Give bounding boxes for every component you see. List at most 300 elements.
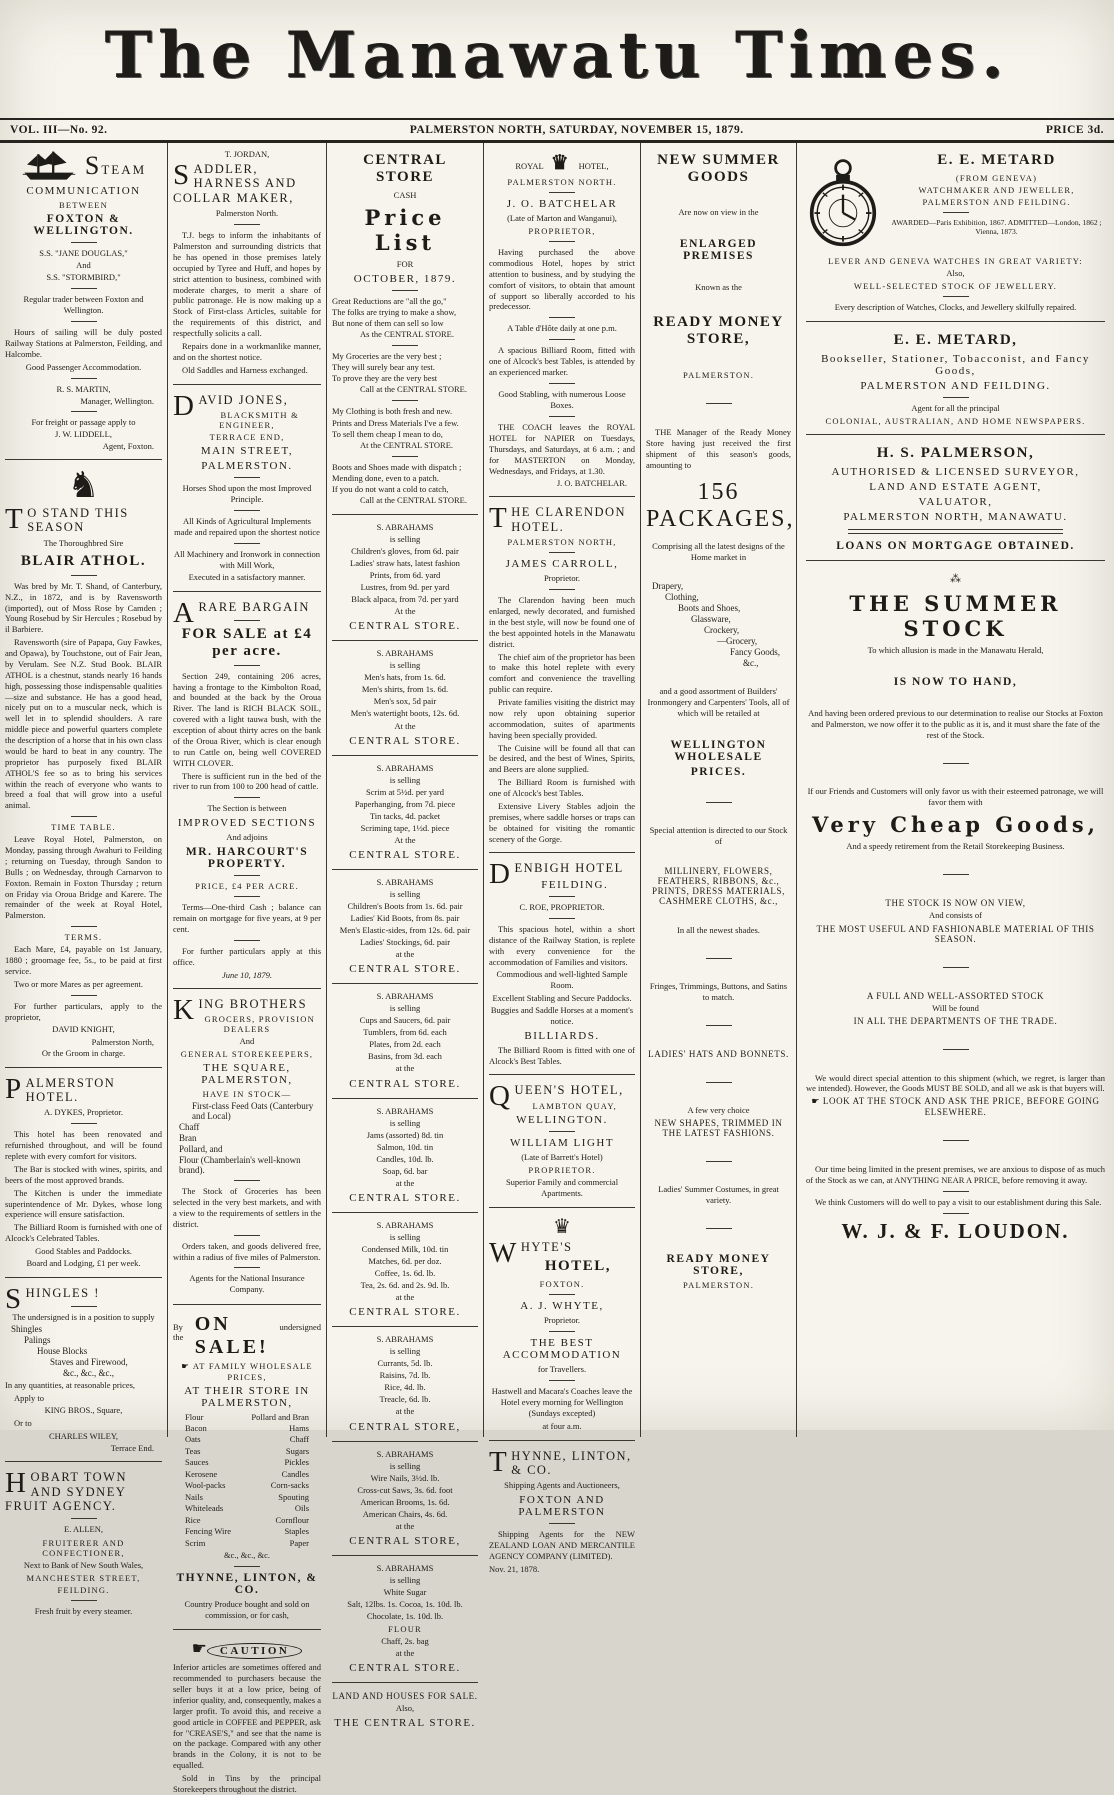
ad-heading [489, 150, 635, 175]
text-line: THE COACH leaves the ROYAL HOTEL for NAPIER on Tuesdays, Thursdays, and Saturdays, at 6 a.m. ; and for MASTERTON on Monday, Wednesdays, and Fridays, at 1.30. [489, 422, 635, 476]
goods-pair [173, 1446, 321, 1457]
text-line: THE SQUARE, PALMERSTON, [201, 1062, 293, 1087]
text-line: Call at the CENTRAL STORE. [360, 384, 467, 395]
text-line: Or the Groom in charge. [41, 1047, 126, 1058]
text-line: PALMERSTON AND FEILDING. [922, 197, 1071, 207]
text-line: J. W. LIDDELL, [55, 429, 112, 439]
divider-rule [234, 940, 260, 941]
text-line: Price List [364, 205, 446, 256]
spacer [646, 1234, 791, 1250]
text-line: S. ABRAHAMS [376, 1334, 434, 1345]
text-line: And [76, 260, 91, 271]
text-line: Condensed Milk, 10d. tin [361, 1243, 449, 1254]
ad-ready-money-store [646, 152, 795, 1291]
divider-rule [549, 192, 575, 193]
text-line: Our time being limited in the present premises, we are anxious to dispose of as much of the Stock as we can, at ANYTHING NEAR A PRICE, before removing it away. [806, 1164, 1105, 1186]
text-line: KING BROS., Square, [44, 1405, 123, 1416]
text-line: FOXTON AND PALMERSTON [518, 1494, 606, 1519]
text-line: Men's Elastic-sides, from 12s. 6d. pair [339, 925, 471, 936]
text-line: To sell them cheap I mean to do, [332, 428, 443, 439]
text-line: H. S. PALMERSON, [876, 445, 1035, 462]
text-line: SHINGLES ! [5, 1283, 100, 1316]
text-line: FEILDING. [541, 878, 609, 891]
text-line: PRICE, £4 PER ACRE. [195, 881, 299, 892]
text-line: is selling [389, 1117, 421, 1128]
goods-item: Sauces [185, 1457, 209, 1468]
goods-item: Sugars [285, 1445, 309, 1456]
text-line: Sold in Tins by the principal Storekeepers throughout the district. [173, 1773, 321, 1794]
text-line: LAMBTON QUAY, [532, 1100, 617, 1111]
text-line: THE BEST ACCOMMODATION [502, 1337, 622, 1362]
list-item: —Grocery, [717, 635, 758, 646]
text-line: MR. HARCOURT'S PROPERTY. [185, 846, 309, 871]
text-line: T. JORDAN, [224, 149, 270, 159]
list-item: Staves and Firewood, [50, 1356, 128, 1367]
text-line: at four a.m. [542, 1420, 582, 1431]
text-line: CENTRAL STORE. [349, 848, 461, 861]
column-1 [0, 143, 168, 1616]
ad-abrahams-scrim [332, 755, 478, 861]
divider-rule [392, 400, 418, 401]
text-line: PROPRIETOR, [528, 226, 596, 237]
list-item: Crockery, [704, 624, 740, 635]
goods-pair [173, 1492, 321, 1503]
text-line: S.S. "STORMBIRD," [46, 272, 121, 283]
spacer [646, 382, 791, 398]
heading-text: HOTEL, [578, 161, 609, 171]
text-line: Chocolate, 1s. 10d. lb. [366, 1611, 444, 1622]
ad-abrahams-jams [332, 1098, 478, 1204]
text-line: ENLARGED PREMISES [679, 238, 758, 263]
text-line: Great Reductions are "all the go," [332, 296, 447, 307]
spacer [806, 742, 1105, 758]
text-line: Fringes, Trimmings, Buttons, and Satins to match. [649, 980, 788, 1003]
text-line: Was bred by Mr. T. Shand, of Canterbury, N.Z., in 1872, and is by Ravensworth (imported), out of Moss Rose by Camden ; Young Rosebud by Sir Hercules ; Rosebud by il Barbiere. [5, 580, 162, 635]
text-line: Fresh fruit by every steamer. [34, 1605, 133, 1616]
text-line: (Late of Barrett's Hotel) [521, 1151, 603, 1162]
text-line: Ladies' Stockings, 6d. pair [359, 937, 451, 948]
heading-text: STEAM [84, 151, 147, 180]
text-line: Palmerston North, [91, 1036, 154, 1047]
text-line: Executed in a satisfactory manner. [188, 572, 306, 583]
text-line: IS NOW TO HAND, [893, 676, 1018, 689]
text-line: NEW SHAPES, TRIMMED IN THE LATEST FASHIONS. [654, 1118, 783, 1139]
text-line: is selling [389, 1460, 421, 1471]
text-line: FOXTON. [539, 1279, 585, 1290]
text-line: PALMERSTON NORTH, MANAWATU. [843, 511, 1068, 524]
text-line: ☛ LOOK AT THE STOCK AND ASK THE PRICE, BEFORE GOING ELSEWHERE. [811, 1096, 1100, 1118]
spacer [646, 720, 791, 736]
text-line: Ladies' Summer Costumes, in great variety. [658, 1184, 779, 1206]
column-3 [327, 143, 484, 1730]
spacer [646, 1167, 791, 1183]
goods-item: Rice [185, 1514, 201, 1525]
ad-blair-athol [5, 459, 162, 1059]
text-line: and a good assortment of Builders' Ironmongery and Carpenters' Tools, all of which will be retailed at [647, 685, 790, 718]
divider-rule [234, 543, 260, 544]
heading-text: ♛ [550, 152, 572, 174]
text-line: IN ALL THE DEPARTMENTS OF THE TRADE. [853, 1015, 1058, 1026]
text-line: Private families visiting the district may now rely upon obtaining superior accommodation, suites of apartments having been specially provided. [489, 697, 635, 740]
goods-item: Pickles [284, 1457, 309, 1468]
text-line: Hastwell and Macara's Coaches leave the Hotel every morning for Wellington (Sundays excepted) [491, 1386, 633, 1419]
divider-rule [234, 620, 260, 621]
text-line: Basins, from 3d. each [368, 1051, 442, 1062]
text-line: S. ABRAHAMS [376, 1448, 434, 1459]
ad-hobart-fruit-agency [5, 1461, 162, 1616]
text-line: At the [394, 606, 416, 617]
text-line: S.S. "JANE DOUGLAS," [39, 248, 128, 258]
divider-rule [706, 403, 732, 404]
text-line: Palmerston North. [215, 208, 279, 219]
text-line: AT THEIR STORE IN PALMERSTON, [184, 1384, 310, 1409]
divider-rule [71, 575, 97, 576]
text-line: In all the newest shades. [677, 924, 760, 935]
spacer [646, 669, 791, 685]
text-line: TO STAND THIS SEASON [5, 503, 129, 536]
spacer [646, 1140, 791, 1156]
text-line: at the [395, 949, 415, 960]
text-line: Known as the [695, 282, 742, 293]
divider-rule [392, 290, 418, 291]
ad-shingles [5, 1277, 162, 1453]
text-line: THYNNE, LINTON, & CO. [176, 1572, 318, 1597]
divider-rule [943, 1140, 969, 1141]
goods-pair [173, 1412, 321, 1423]
text-line: Cross-cut Saws, 3s. 6d. foot [357, 1484, 453, 1495]
text-line: SADDLER, HARNESS AND COLLAR MAKER, [173, 159, 297, 205]
list-item: First-class Feed Oats (Canterbury and Local) [192, 1101, 314, 1122]
divider-rule [549, 896, 575, 897]
text-line: PALMERSTON. [682, 1280, 755, 1291]
divider-rule [549, 416, 575, 417]
text-line: E. E. METARD, [893, 332, 1018, 349]
text-line: BLAIR ATHOL. [20, 552, 147, 569]
text-line: S. ABRAHAMS [376, 1562, 434, 1573]
text-line: R. S. MARTIN, [56, 383, 111, 394]
spacer [806, 691, 1105, 707]
divider-rule [234, 510, 260, 511]
goods-item: Wool-packs [185, 1480, 226, 1491]
ad-queens-hotel [489, 1074, 635, 1199]
text-line: Wire Nails, 3½d. lb. [370, 1472, 440, 1483]
text-line: &c., &c., &c. [223, 1550, 271, 1561]
text-line: Very Cheap Goods, [811, 812, 1099, 838]
divider-rule [549, 1380, 575, 1381]
text-line: PALMERSTON. [201, 459, 293, 472]
text-line: READY MONEY STORE, [666, 1253, 771, 1278]
text-line: TERRACE END, [209, 431, 285, 442]
divider-rule [706, 958, 732, 959]
text-line: Prints and Dress Materials I've a few. [332, 417, 459, 428]
text-line: A spacious Billiard Room, fitted with one of Alcock's best Tables, is attended by an experienced marker. [489, 345, 635, 378]
text-line: CENTRAL STORE. [349, 620, 461, 633]
text-line: Section 249, containing 206 acres, having a frontage to the Kimbolton Road, and bounded at the back by the Oroua River. The land is RICH BLACK SOIL, covered with a light tauwa bush, with the exception of about thirty acres on the bank of the Oroua River, which is clear enough to run Cattle on, being well COVERED WITH CLOVER. [173, 670, 321, 768]
text-line: Each Mare, £4, payable on 1st January, 1880 ; groomage fee, 5s., to be paid at first service. [5, 944, 162, 976]
ad-metard-bookseller [806, 321, 1105, 426]
text-line: DAVID JONES, [173, 389, 289, 422]
text-line: American Brooms, 1s. 6d. [360, 1496, 450, 1507]
text-line: PALMERSTON NORTH, [507, 537, 617, 548]
text-line: All Machinery and Ironwork in connection with Mill Work, [173, 549, 321, 571]
text-line: Children's gloves, from 6d. pair [351, 545, 459, 556]
spacer [646, 564, 791, 580]
text-line: Board and Lodging, £1 per week. [26, 1258, 141, 1269]
text-line: Lustres, from 9d. per yard [360, 582, 450, 593]
text-line: Orders taken, and goods delivered free, within a radius of five miles of Palmerston. [173, 1240, 321, 1262]
heading-text: ROYAL [515, 161, 544, 171]
text-line: June 10, 1879. [221, 969, 273, 980]
text-line: S. ABRAHAMS [376, 762, 434, 773]
ad-abrahams-menswear [332, 640, 478, 746]
text-line: THE CLARENDON HOTEL. [489, 502, 627, 535]
goods-item: Staples [284, 1526, 309, 1537]
divider-rule [943, 1213, 969, 1214]
heading-text: By the [173, 1321, 184, 1342]
text-line: AWARDED—Paris Exhibition, 1867. ADMITTED—London, 1862 ; Vienna, 1873. [891, 218, 1102, 236]
text-line: Superior Family and commercial Apartments. [505, 1176, 619, 1198]
text-line: PALMERSTON HOTEL. [5, 1072, 116, 1105]
text-line: At the [394, 834, 416, 845]
text-line: COLONIAL, AUSTRALIAN, AND HOME NEWSPAPERS. [825, 416, 1086, 427]
divider-rule [392, 345, 418, 346]
divider-rule [71, 378, 97, 379]
spacer [806, 1028, 1105, 1044]
ad-metard-watchmaker [806, 152, 1105, 313]
text-line: CENTRAL STORE, [349, 1534, 461, 1547]
ad-abrahams-sugar [332, 1555, 478, 1674]
divider-rule [71, 288, 97, 289]
text-line: is selling [389, 1003, 421, 1014]
divider-rule [549, 383, 575, 384]
text-line: CENTRAL STORE. [349, 1191, 461, 1204]
text-line: Soap, 6d. bar [382, 1165, 428, 1176]
text-line: CENTRAL STORE. [349, 734, 461, 747]
text-line: S. ABRAHAMS [376, 1219, 434, 1230]
spacer [646, 1061, 791, 1077]
divider-rule [71, 1600, 97, 1601]
text-line: CASH [393, 190, 417, 200]
goods-item: Nails [185, 1491, 203, 1502]
goods-item: Fencing Wire [185, 1526, 232, 1537]
spacer [806, 1146, 1105, 1162]
ad-abrahams-crockery [332, 983, 478, 1089]
text-line: PALMERSTON AND FEILDING. [860, 380, 1051, 393]
text-line: CENTRAL STORE [363, 152, 447, 185]
divider-rule [943, 1049, 969, 1050]
text-line: PROPRIETOR. [528, 1164, 596, 1175]
goods-pair [173, 1515, 321, 1526]
text-line: is selling [389, 533, 421, 544]
text-line: The folks are trying to make a show, [332, 307, 457, 318]
volume-number: VOL. III—No. 92. [10, 124, 108, 136]
ad-heading [173, 1313, 321, 1359]
text-line: THE CENTRAL STORE. [334, 1717, 476, 1730]
text-line: is selling [389, 1346, 421, 1357]
text-line: If our Friends and Customers will only favor us with their esteemed patronage, we will favor them with [807, 786, 1104, 808]
divider-rule [549, 1331, 575, 1332]
spacer [646, 964, 791, 980]
text-line: Paperhanging, from 7d. piece [354, 798, 456, 809]
text-line: And a speedy retirement from the Retail Storekeeping Business. [846, 841, 1065, 852]
goods-item: Bacon [185, 1423, 207, 1433]
goods-item: Cornflour [275, 1514, 309, 1525]
text-line: Agent for all the principal [911, 403, 1000, 414]
text-line: OCTOBER, 1879. [353, 273, 457, 286]
divider-rule [706, 802, 732, 803]
text-line: Coffee, 1s. 6d. lb. [374, 1268, 436, 1279]
goods-item: Corn-sacks [270, 1480, 309, 1491]
spacer [646, 409, 791, 425]
divider-rule [234, 224, 260, 225]
text-line: Cups and Saucers, 6d. pair [359, 1015, 451, 1026]
text-line: Good Stables and Paddocks. [35, 1246, 132, 1257]
text-line: WELLINGTON WHOLESALE [670, 738, 767, 763]
ad-palmerson-surveyor [806, 434, 1105, 552]
text-line: PALMERSTON. [682, 370, 755, 381]
text-line: FRUITERER AND CONFECTIONER, [42, 1537, 125, 1558]
text-line: There is sufficient run in the bed of the river to run from 100 to 200 head of cattle. [173, 770, 321, 792]
text-line: LEVER AND GENEVA WATCHES IN GREAT VARIETY: [828, 256, 1083, 266]
spacer [806, 769, 1105, 785]
goods-item: Pollard and Bran [251, 1411, 309, 1422]
column-5 [641, 143, 797, 1437]
text-line: Ravensworth (sire of Papapa, Guy Fawkes, and Opawa), by Touchstone, out of Fair Jean, by Verulam. See N.Z. Stud Book. BLAIR ATHOL is a chestnut, stands nearly 16 hands high, possessing those indispensable qualities—size and substance. He has a good head, nicely put on to a muscular neck, which is well let in to splendid shoulders. A rare middle piece and powerful quarters complete the description of a horse that in his own class would be hard to beat in any country. The proprietor has purposely fixed BLAIR ATHOL'S fee so as to bring his services within the reach of everyone who wants to breed a foal that will grow into a useful animal. [5, 637, 162, 811]
icon-row [5, 465, 162, 507]
text-line: A. DYKES, Proprietor. [43, 1107, 124, 1118]
spacer [646, 190, 791, 206]
list-item: Pollard, and [179, 1144, 223, 1155]
text-line: Inferior articles are sometimes offered and recommended to purchasers because the seller buys it at a low price, being of inferior quality, and, consequently, makes a larger profit. To avoid this, and receive a good article in COFFEE and PEPPER, ask for "CREASE'S," and see that the name is on the package. Compared with any other brands in the Colony, it is not to be equalled. [173, 1662, 321, 1771]
text-line: Ladies' Kid Boots, from 8s. pair [350, 913, 460, 924]
text-line: Country Produce bought and sold on commission, or for cash, [184, 1599, 310, 1621]
ad-thynne-linton-on-sale [173, 1304, 321, 1622]
text-line: Salt, 12lbs. 1s. Cocoa, 1s. 10d. lb. [347, 1598, 463, 1609]
text-line: Ladies' straw hats, latest fashion [350, 557, 460, 568]
ad-royal-hotel [489, 150, 635, 488]
text-line: Regular trader between Foxton and Wellington. [23, 294, 144, 316]
text-line: THE Manager of the Ready Money Store having just received the first shipment of this season's goods, amounting to [646, 427, 791, 470]
goods-pair [173, 1480, 321, 1491]
text-line: Plates, from 2d. each [369, 1039, 441, 1050]
text-line: For further particulars, apply to the proprietor, [5, 1000, 162, 1022]
text-line: E. E. METARD [937, 152, 1056, 168]
text-line: MAIN STREET, [200, 444, 294, 457]
text-line: Terrace End. [110, 1443, 154, 1454]
ad-clarendon-hotel [489, 496, 635, 844]
text-line: FOXTON & WELLINGTON. [33, 213, 134, 237]
text-line: ARARE BARGAIN [173, 597, 310, 630]
heading-text: undersigned [279, 1321, 321, 1332]
text-line: The Clarendon having been much enlarged, newly decorated, and furnished in the best style, will now be found one of the best appointed hotels in the Manawatu district. [489, 595, 635, 649]
text-line: CENTRAL STORE. [349, 1306, 461, 1319]
text-line: CENTRAL STORE, [349, 1420, 461, 1433]
goods-pair [173, 1423, 321, 1434]
flourish-icon: ⁂ [950, 572, 961, 586]
text-line: (Late of Marton and Wanganui), [507, 213, 617, 223]
text-line: at the [395, 1520, 415, 1531]
goods-item: Candles [281, 1468, 309, 1479]
text-line: PRICES. [690, 765, 747, 778]
divider-rule [943, 763, 969, 764]
text-line: Old Saddles and Harness exchanged. [182, 364, 308, 375]
text-line: Shipping Agents and Auctioneers, [504, 1480, 620, 1491]
divider-rule [234, 1267, 260, 1268]
divider-rule [943, 874, 969, 875]
goods-item: Whiteleads [185, 1503, 224, 1514]
text-line: If you do not want a cold to catch, [332, 483, 449, 494]
spacer [806, 1055, 1105, 1071]
list-item: Flour (Chamberlain's well-known brand). [179, 1155, 301, 1176]
text-line: WATCHMAKER AND JEWELLER, [918, 185, 1075, 195]
text-line: The Bar is stocked with wines, spirits, and beers of the most approved brands. [5, 1163, 162, 1185]
goods-item: Paper [289, 1537, 309, 1548]
text-line: READY MONEY STORE, [653, 314, 784, 348]
spacer [646, 808, 791, 824]
heading-text: ON SALE! [194, 1312, 269, 1358]
text-line: The Section is between [207, 803, 287, 814]
ad-king-brothers-grocers [173, 988, 321, 1296]
text-line: And having been ordered previous to our determination to realise our Stocks at Foxton and Palmerston, we now offer it to the public as it is, and it must share the fate of the rest of the Stock. [808, 708, 1103, 741]
divider-rule [71, 1518, 97, 1519]
text-line: GROCERS, PROVISION DEALERS [204, 1014, 315, 1035]
text-line: S. ABRAHAMS [376, 1105, 434, 1116]
text-line: Comprising all the latest designs of the Home market in [652, 540, 785, 562]
divider-rule [706, 1082, 732, 1083]
ad-whytes-hotel [489, 1207, 635, 1432]
text-line: COMMUNICATION [26, 185, 141, 197]
caution-label: CAUTION [207, 1643, 302, 1659]
divider-rule [71, 411, 97, 412]
column-6 [797, 143, 1114, 1437]
text-line: THE STOCK IS NOW ON VIEW, [885, 898, 1026, 909]
text-line: 156 PACKAGES, [646, 478, 795, 532]
dateline-bar [0, 118, 1114, 143]
list-item: Clothing, [665, 591, 699, 602]
divider-rule [234, 896, 260, 897]
crest-icon: ♛ [553, 1213, 571, 1238]
list-item: Chaff [179, 1122, 200, 1133]
ad-rare-bargain-land [173, 591, 321, 979]
text-line: is selling [389, 1574, 421, 1585]
masthead [0, 0, 1114, 118]
ad-denbigh-hotel [489, 852, 635, 1066]
goods-pair [173, 1457, 321, 1468]
text-line: at the [395, 1292, 415, 1303]
text-line: THE SUMMER STOCK [849, 591, 1062, 642]
text-line: Terms—One-third Cash ; balance can remain on mortgage for five years, at 9 per cent. [173, 902, 321, 935]
divider-rule [234, 1180, 260, 1181]
text-line: THE MOST USEFUL AND FASHIONABLE MATERIAL OF THIS SEASON. [816, 923, 1095, 944]
goods-item: Spouting [278, 1491, 309, 1502]
text-line: Chaff, 2s. bag [381, 1636, 429, 1647]
text-line: My Clothing is both fresh and new. [332, 406, 453, 417]
spacer [806, 853, 1105, 869]
spacer [646, 294, 791, 310]
text-line: They will surely bear any test. [332, 362, 435, 373]
text-line: WELLINGTON. [516, 1113, 608, 1126]
text-line: This hotel has been renovated and refurnished throughout, and will be found replete with every comfort for visitors. [5, 1129, 162, 1162]
ad-central-store-land [332, 1682, 478, 1729]
text-line: HOTEL, [544, 1258, 611, 1275]
text-line: Call at the CENTRAL STORE. [360, 494, 467, 505]
spacer [646, 352, 791, 368]
text-line: VALUATOR, [918, 496, 993, 509]
text-line: For freight or passage apply to [31, 416, 136, 427]
divider-rule [234, 875, 260, 876]
text-line: Men's watertight boots, 12s. 6d. [350, 708, 460, 719]
text-line: for Travellers. [537, 1364, 587, 1375]
